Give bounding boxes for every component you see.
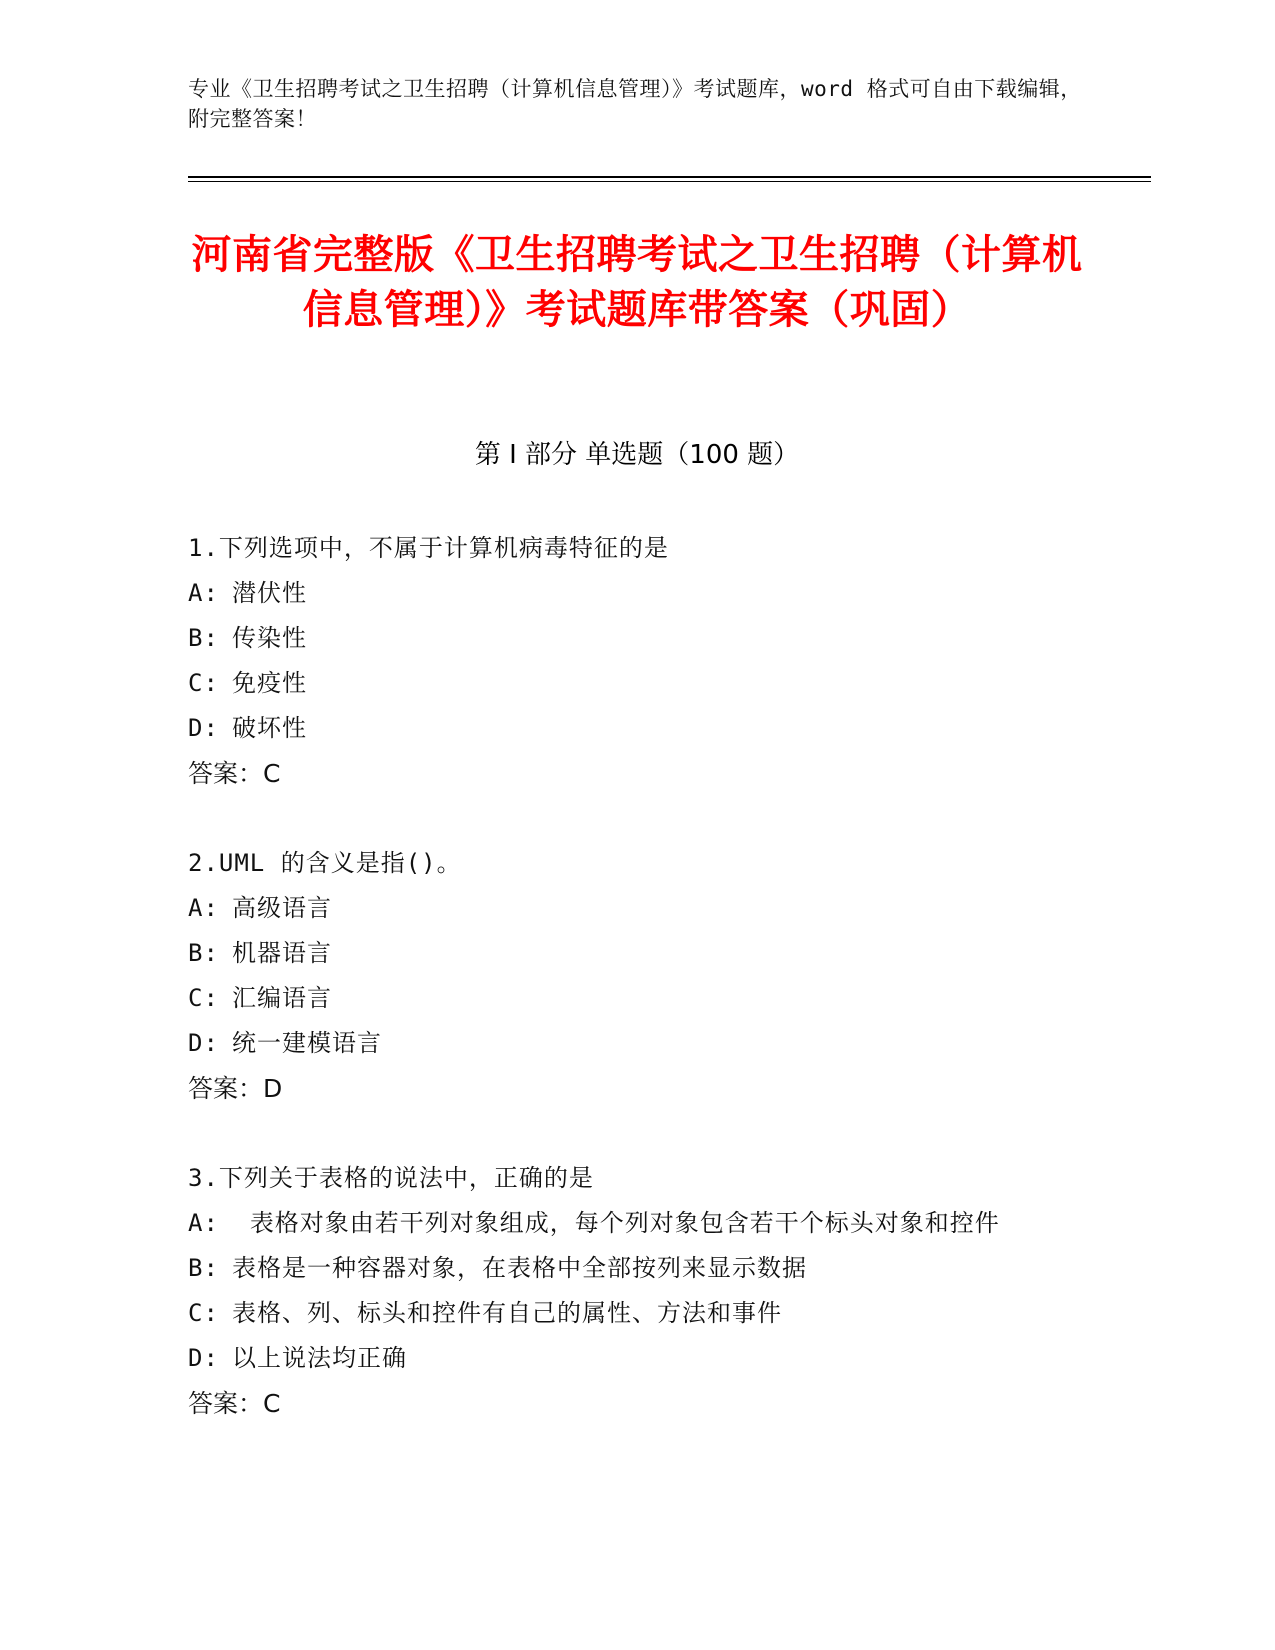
- question-stem: 1.下列选项中，不属于计算机病毒特征的是: [188, 534, 669, 562]
- header-rule-thin: [188, 181, 1151, 182]
- option-text: 表格、列、标头和控件有自己的属性、方法和事件: [232, 1299, 782, 1327]
- option-text: 破坏性: [232, 714, 307, 742]
- option-text: 传染性: [232, 624, 307, 652]
- question-item: [188, 841, 1068, 1111]
- question-list: [188, 526, 1068, 1471]
- option-text: 免疫性: [232, 669, 307, 697]
- option-c: [188, 661, 1068, 706]
- page-title: 河南省完整版《卫生招聘考试之卫生招聘（计算机信息管理）》考试题库带答案（巩固）: [191, 232, 1083, 333]
- option-text: 高级语言: [232, 894, 332, 922]
- option-text: 表格是一种容器对象，在表格中全部按列来显示数据: [232, 1254, 807, 1282]
- option-a: [188, 571, 1068, 616]
- option-text: 统一建模语言: [232, 1029, 382, 1057]
- section-heading: 第 I 部分 单选题（100 题）: [474, 440, 800, 470]
- option-d: [188, 1336, 1068, 1381]
- option-text: 汇编语言: [232, 984, 332, 1012]
- answer-line: 答案：D: [188, 1074, 283, 1103]
- option-c: [188, 1291, 1068, 1336]
- option-key: A:: [188, 1209, 219, 1237]
- option-b: [188, 1246, 1068, 1291]
- question-item: [188, 526, 1068, 796]
- option-b: [188, 931, 1068, 976]
- option-text: 机器语言: [232, 939, 332, 967]
- option-c: [188, 976, 1068, 1021]
- option-key: B:: [188, 624, 219, 652]
- answer-line: 答案：C: [188, 759, 281, 788]
- header-rule: [188, 176, 1151, 178]
- question-stem: 2.UML 的含义是指()。: [188, 849, 462, 877]
- option-key: B:: [188, 939, 219, 967]
- option-a: [188, 1201, 1068, 1246]
- option-key: A:: [188, 579, 219, 607]
- option-key: D:: [188, 714, 219, 742]
- option-key: C:: [188, 669, 219, 697]
- option-d: [188, 1021, 1068, 1066]
- option-key: D:: [188, 1344, 219, 1372]
- question-stem: 3.下列关于表格的说法中，正确的是: [188, 1164, 594, 1192]
- option-key: D:: [188, 1029, 219, 1057]
- option-a: [188, 886, 1068, 931]
- option-text: 潜伏性: [232, 579, 307, 607]
- answer-line: 答案：C: [188, 1389, 281, 1418]
- option-text: 表格对象由若干列对象组成，每个列对象包含若干个标头对象和控件: [249, 1209, 1000, 1237]
- option-text: 以上说法均正确: [232, 1344, 407, 1372]
- option-d: [188, 706, 1068, 751]
- option-key: B:: [188, 1254, 219, 1282]
- option-key: A:: [188, 894, 219, 922]
- option-key: C:: [188, 984, 219, 1012]
- header-note: 专业《卫生招聘考试之卫生招聘（计算机信息管理）》考试题库，word 格式可自由下载编辑，附完整答案！: [188, 77, 1082, 131]
- option-key: C:: [188, 1299, 219, 1327]
- question-item: [188, 1156, 1068, 1426]
- option-b: [188, 616, 1068, 661]
